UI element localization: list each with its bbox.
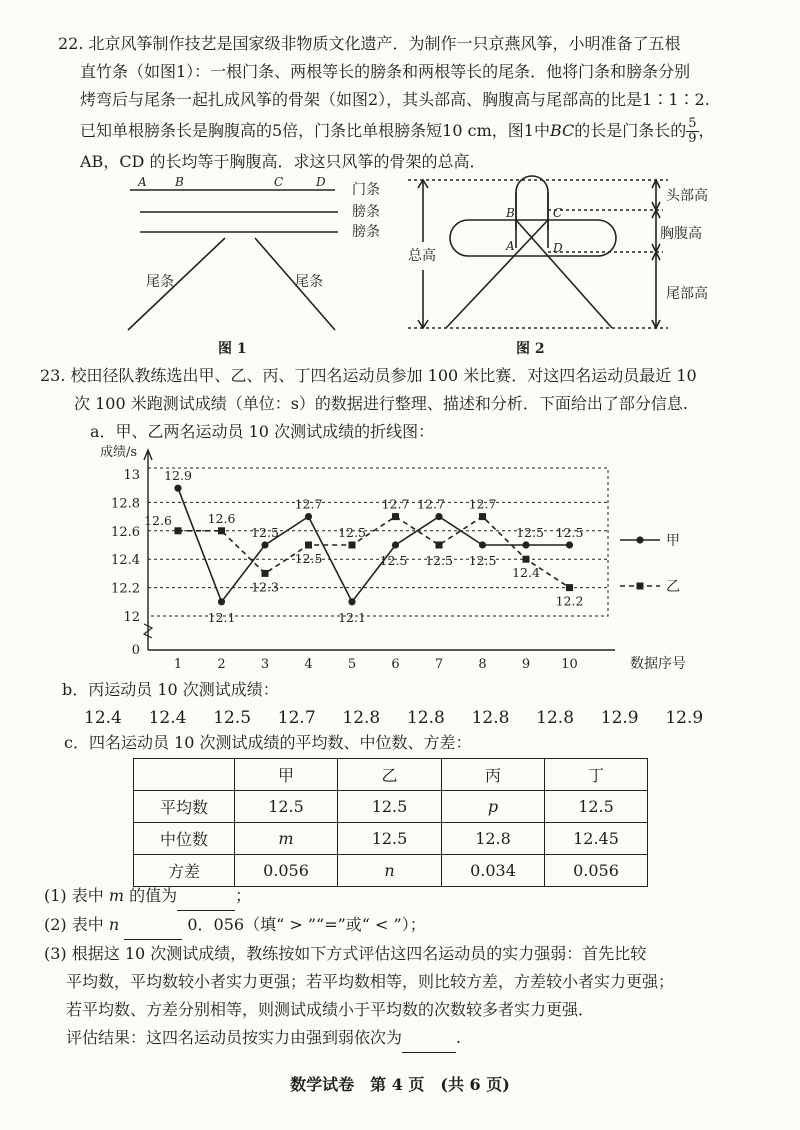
- line-chart: [100, 440, 720, 680]
- bing-score: 12.4: [84, 708, 122, 728]
- sub-q3-line4: [44, 1024, 784, 1053]
- x-tick-label: 6: [391, 657, 400, 672]
- sub-q1-post: 的值为: [129, 886, 178, 905]
- q23-line1: [40, 362, 780, 390]
- table-header-cell: [134, 759, 235, 791]
- table-header-cell: 丁: [545, 759, 648, 791]
- answer-blank-3[interactable]: [402, 1024, 456, 1053]
- part-b: b．丙运动员 10 次测试成绩：: [62, 680, 279, 699]
- fig2-point-d: D: [553, 241, 563, 255]
- data-point-jia: [174, 485, 181, 492]
- fig1-wei-left-line: [128, 238, 225, 330]
- fig1-label-men: 门条: [352, 182, 380, 198]
- figure-2: [398, 170, 728, 360]
- data-point-yi: [566, 584, 573, 591]
- bing-score: 12.9: [600, 708, 639, 728]
- data-label-jia: 12.7: [417, 496, 445, 512]
- legend-label-yi: 乙: [666, 579, 680, 595]
- data-point-yi: [262, 570, 269, 577]
- data-label-yi: 12.5: [338, 525, 366, 540]
- fig1-label-bang-2: 膀条: [352, 224, 380, 240]
- y-tick-label: 12.6: [111, 524, 140, 540]
- data-point-jia: [261, 541, 268, 548]
- bing-score: 12.5: [213, 708, 252, 728]
- bing-score: 12.8: [342, 708, 381, 728]
- data-label-jia: 12.7: [294, 496, 323, 512]
- data-label-jia: 12.5: [251, 525, 279, 540]
- data-label-jia: 12.5: [379, 553, 408, 568]
- q22-line5: AB，CD 的长均等于胸腹高．求这只风筝的骨架的总高．: [80, 152, 486, 171]
- data-label-yi: 12.6: [144, 512, 172, 528]
- y-tick-label: 13: [123, 468, 140, 483]
- x-tick-label: 8: [478, 657, 487, 672]
- q23-part-a: a．甲、乙两名运动员 10 次测试成绩的折线图：: [90, 422, 435, 441]
- data-label-yi: 12.4: [512, 565, 540, 581]
- table-cell: 0.056: [235, 855, 338, 887]
- sub-q2-pre: (2) 表中: [44, 915, 104, 934]
- q22-text: [58, 30, 778, 176]
- sub-q3-line1: (3) 根据这 10 次测试成绩，教练按如下方式评估这四名运动员的实力强弱：首先比较: [44, 944, 647, 963]
- q22-line1-text: 北京风筝制作技艺是国家级非物质文化遗产．为制作一只京燕风筝，小明准备了五根: [88, 34, 681, 53]
- plot-frame: [148, 468, 608, 616]
- q22-line3: 烤弯后与尾条一起扎成风筝的骨架（如图2），其头部高、胸腹高与尾部高的比是1∶1∶2.: [80, 90, 710, 109]
- fig1-point-c: C: [274, 175, 284, 189]
- table-cell: n: [338, 855, 442, 887]
- data-point-yi: [392, 513, 399, 520]
- data-point-jia: [522, 541, 529, 548]
- bing-score: 12.8: [406, 708, 445, 728]
- sub-q3-end: .: [456, 1028, 462, 1047]
- data-label-jia: 12.9: [164, 468, 192, 484]
- q22-bc: BC: [549, 121, 575, 140]
- fig1-label-bang-1: 膀条: [352, 204, 380, 220]
- q23-line2: 次 100 米跑测试成绩（单位：s）的数据进行整理、描述和分析．下面给出了部分信息.: [74, 394, 689, 413]
- data-point-yi: [479, 513, 486, 520]
- data-point-yi: [305, 542, 312, 549]
- sub-q1: [44, 882, 784, 911]
- x-axis-label: 数据序号: [630, 656, 686, 672]
- data-label-jia: 12.5: [555, 525, 584, 540]
- y-tick-label: 12.4: [111, 553, 140, 569]
- q22-fraction: [686, 117, 698, 146]
- y-tick-label: 12.8: [111, 496, 140, 512]
- answer-blank-2[interactable]: [124, 911, 182, 940]
- answer-blank-1[interactable]: [177, 882, 235, 911]
- data-label-yi: 12.3: [251, 579, 279, 595]
- table-header-cell: 丙: [442, 759, 545, 791]
- table-header-cell: 甲: [235, 759, 338, 791]
- data-point-jia: [305, 513, 312, 520]
- data-label-yi: 12.7: [381, 496, 410, 512]
- x-tick-label: 4: [304, 657, 313, 672]
- table-row: [134, 823, 648, 855]
- fig1-point-a: A: [138, 175, 147, 189]
- fig2-label-total: 总高: [408, 248, 436, 264]
- bing-score: 12.7: [277, 708, 316, 728]
- data-point-yi: [175, 527, 182, 534]
- axis-break-icon: [144, 624, 152, 638]
- sub-q3-line4-text: 评估结果：这四名运动员按实力由强到弱依次为: [66, 1028, 403, 1047]
- q23-number: 23.: [40, 366, 66, 385]
- bing-score: 12.4: [148, 708, 187, 728]
- x-tick-label: 7: [434, 657, 444, 672]
- fig2-point-a: A: [506, 239, 515, 253]
- fig2-label-chest: 胸腹高: [660, 226, 702, 242]
- sub-q3-line3: 若平均数、方差分别相等，则测试成绩小于平均数的次数较多者实力更强．: [66, 1000, 595, 1019]
- data-point-jia: [479, 541, 486, 548]
- fig2-tail-left: [446, 220, 548, 328]
- y-tick-label: 0: [131, 643, 140, 658]
- table-header-row: [134, 759, 648, 791]
- series-line-yi: [178, 517, 570, 588]
- fig1-point-d: D: [316, 175, 326, 189]
- fig2-label-head: 头部高: [666, 188, 708, 204]
- q22-frac-num: 5: [688, 116, 697, 131]
- data-label-jia: 12.1: [338, 609, 366, 625]
- q22-line1: [58, 30, 778, 58]
- bing-scores-row: [84, 704, 715, 732]
- data-point-jia: [218, 598, 225, 605]
- table-cell: 0.034: [442, 855, 545, 887]
- bing-score: 12.9: [665, 708, 704, 728]
- q22-line4: [58, 114, 778, 148]
- data-point-jia: [566, 541, 573, 548]
- fig1-label-wei-left: 尾条: [146, 274, 174, 290]
- sub-q1-pre: (1) 表中: [44, 886, 104, 905]
- table-cell: m: [235, 823, 338, 855]
- y-tick-label: 12.2: [111, 581, 140, 597]
- legend-label-jia: 甲: [666, 533, 680, 549]
- q22-line4-pre: 已知单根膀条长是胸腹高的5倍，门条比单根膀条短10 cm，图1中: [80, 121, 550, 140]
- x-tick-label: 1: [173, 657, 183, 672]
- q22-line4-mid: 的长是门条长的: [574, 121, 687, 140]
- y-axis-label: 成绩/s: [100, 445, 138, 460]
- sub-q1-var: m: [108, 886, 125, 905]
- q22-frac-den: 9: [688, 131, 697, 146]
- part-c: c．四名运动员 10 次测试成绩的平均数、中位数、方差：: [64, 733, 472, 752]
- data-label-yi: 12.7: [468, 496, 497, 512]
- data-point-jia: [392, 541, 399, 548]
- data-label-jia: 12.5: [468, 553, 497, 568]
- data-label-yi: 12.6: [207, 510, 236, 526]
- data-point-yi: [349, 542, 356, 549]
- x-tick-label: 5: [347, 657, 357, 672]
- table-header-cell: 乙: [338, 759, 442, 791]
- table-row: [134, 791, 648, 823]
- q22-line4-end: ，: [698, 121, 715, 140]
- data-label-yi: 12.2: [555, 593, 584, 609]
- data-point-jia: [348, 598, 355, 605]
- table-cell: 中位数: [134, 823, 235, 855]
- x-tick-label: 2: [217, 657, 226, 672]
- stats-table: [133, 758, 648, 887]
- data-point-yi: [436, 542, 443, 549]
- data-label-jia: 12.5: [516, 525, 544, 540]
- table-cell: 12.5: [545, 791, 648, 823]
- x-tick-label: 9: [521, 657, 531, 672]
- fig2-point-c: C: [553, 206, 563, 220]
- data-label-yi: 12.5: [294, 551, 323, 566]
- page-footer: 数学试卷 第 4 页 (共 6 页): [290, 1075, 510, 1094]
- q23-text: [40, 362, 780, 446]
- q23-line1-text: 校田径队教练选出甲、乙、丙、丁四名运动员参加 100 米比赛．对这四名运动员最近 10: [70, 366, 697, 385]
- fig2-label-tail: 尾部高: [666, 286, 708, 302]
- x-tick-label: 10: [561, 657, 578, 672]
- x-tick-label: 3: [260, 657, 270, 672]
- bing-score: 12.8: [536, 708, 575, 728]
- table-cell: 0.056: [545, 855, 648, 887]
- figure-1: [120, 170, 400, 360]
- fig1-point-b: B: [175, 175, 184, 189]
- fig2-point-b: B: [506, 206, 515, 220]
- sub-q3-line2: 平均数，平均数较小者实力更强；若平均数相等，则比较方差，方差较小者实力更强；: [66, 972, 675, 991]
- sub-q1-end: ；: [235, 886, 252, 905]
- q22-number: 22.: [58, 34, 84, 53]
- table-cell: 12.5: [338, 823, 442, 855]
- sub-q2-var: n: [108, 915, 120, 934]
- fig2-caption: 图 2: [516, 341, 545, 357]
- bing-score: 12.8: [471, 708, 510, 728]
- sub-q2-post: 0．056（填“ > ”“=”或“ < ”）；: [187, 915, 426, 934]
- legend-marker-yi: [637, 583, 644, 590]
- table-cell: 12.8: [442, 823, 545, 855]
- y-tick-label: 12: [123, 610, 140, 625]
- data-label-yi: 12.5: [425, 553, 453, 568]
- data-point-yi: [523, 556, 530, 563]
- fig2-head-loop: [516, 176, 548, 230]
- data-point-jia: [435, 513, 442, 520]
- fig1-label-wei-right: 尾条: [295, 274, 323, 290]
- table-cell: 12.45: [545, 823, 648, 855]
- table-cell: 平均数: [134, 791, 235, 823]
- sub-questions: [44, 882, 784, 1053]
- fig1-caption: 图 1: [218, 341, 247, 357]
- sub-q2: [44, 911, 784, 940]
- data-point-yi: [218, 527, 225, 534]
- fig2-tail-right: [516, 220, 612, 328]
- q22-line2: 直竹条（如图1）：一根门条、两根等长的膀条和两根等长的尾条．他将门条和膀条分别: [80, 62, 691, 81]
- table-cell: 12.5: [338, 791, 442, 823]
- data-label-jia: 12.1: [207, 609, 236, 625]
- table-cell: 12.5: [235, 791, 338, 823]
- legend-marker-jia: [636, 536, 643, 543]
- table-cell: p: [442, 791, 545, 823]
- table-cell: 方差: [134, 855, 235, 887]
